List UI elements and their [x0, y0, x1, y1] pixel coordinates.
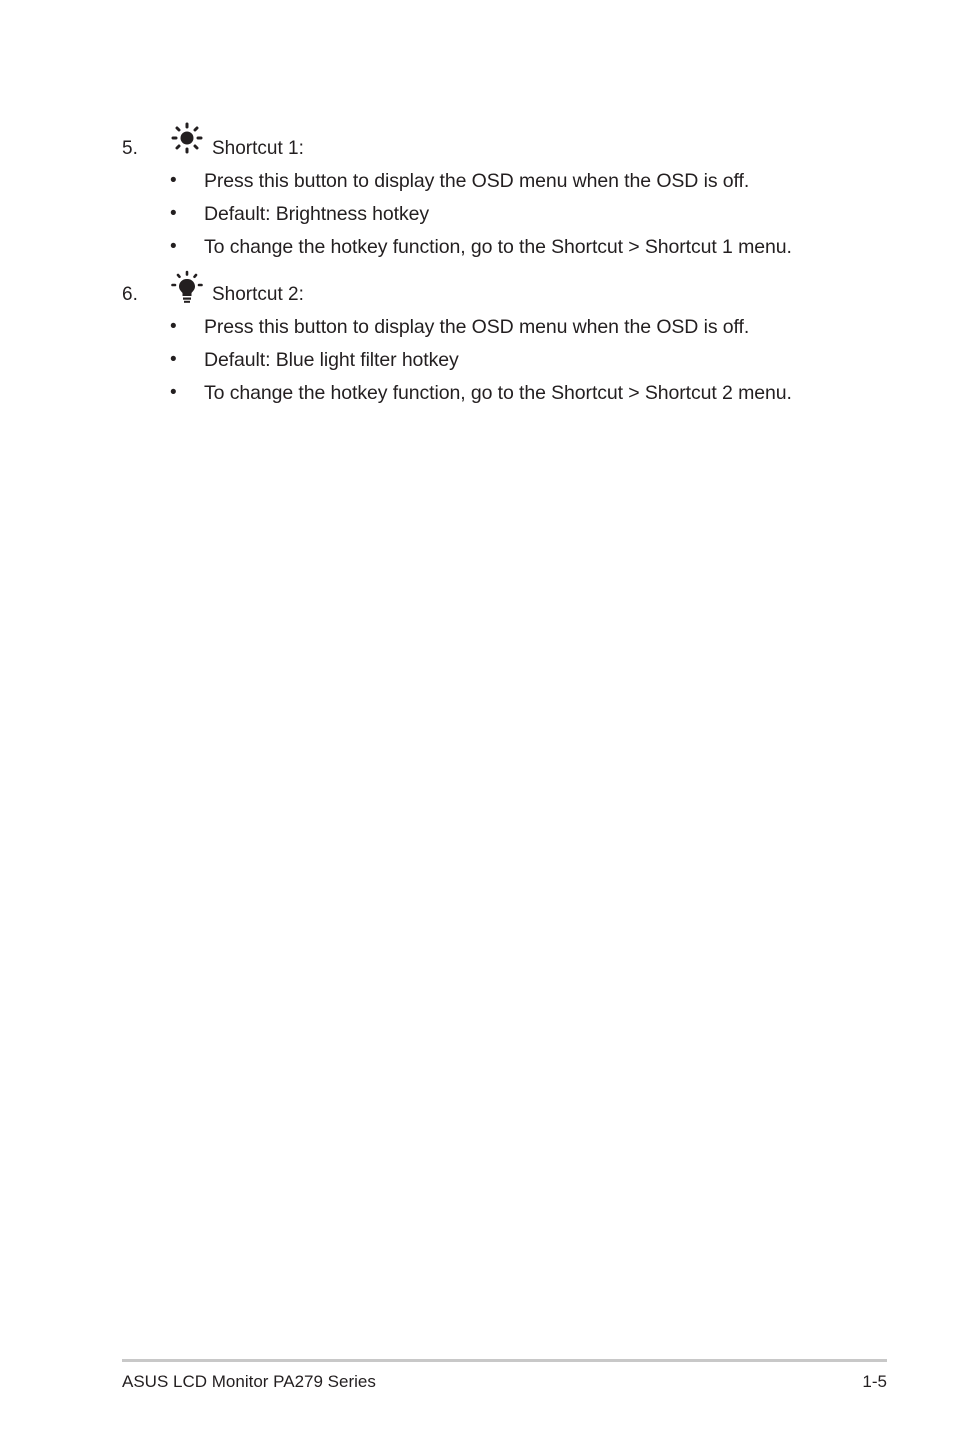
item-title: Shortcut 2: [212, 284, 304, 305]
bullet-text: Press this button to display the OSD menu when the OSD is off. [204, 170, 750, 192]
footer-product-name: ASUS LCD Monitor PA279 Series [122, 1372, 376, 1391]
item-title: Shortcut 1: [212, 138, 304, 159]
page-number: 1-5 [862, 1372, 887, 1391]
bullet-text: Default: Blue light filter hotkey [204, 349, 459, 371]
list-item [0, 203, 954, 229]
bullet-icon: • [170, 203, 177, 224]
bullet-icon: • [170, 382, 177, 403]
footer-divider [122, 1359, 887, 1362]
list-item-shortcut-2 [0, 268, 954, 308]
blue-light-filter-icon [170, 270, 206, 306]
list-item-shortcut-1 [0, 122, 954, 162]
list-item [0, 170, 954, 196]
bullet-text: Default: Brightness hotkey [204, 203, 430, 225]
bullet-text: To change the hotkey function, go to the Shortcut > Shortcut 2 menu. [204, 382, 792, 404]
item-number: 6. [122, 284, 138, 305]
list-item [0, 236, 954, 262]
bullet-icon: • [170, 236, 177, 257]
bullet-text: To change the hotkey function, go to the Shortcut > Shortcut 1 menu. [204, 236, 792, 258]
bullet-icon: • [170, 170, 177, 191]
list-item [0, 349, 954, 375]
list-item [0, 316, 954, 342]
bullet-text: Press this button to display the OSD menu when the OSD is off. [204, 316, 750, 338]
list-item [0, 382, 954, 408]
bullet-icon: • [170, 316, 177, 337]
brightness-icon [170, 122, 206, 158]
bullet-icon: • [170, 349, 177, 370]
item-number: 5. [122, 138, 138, 159]
